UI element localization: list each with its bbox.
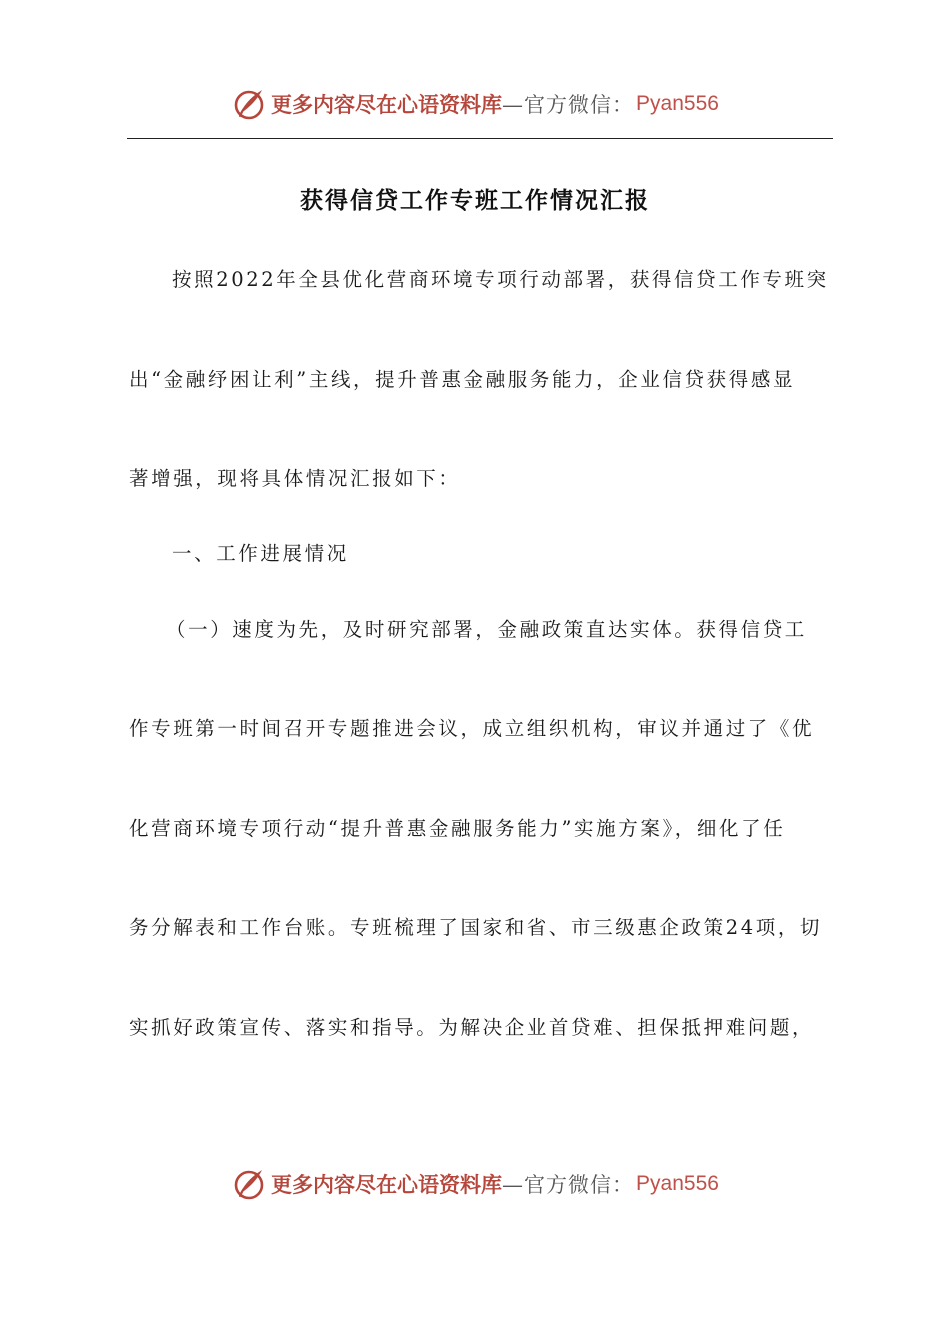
banner-red-text: 更多内容尽在心语资料库: [271, 92, 503, 117]
quill-pen-logo-icon: [231, 86, 267, 122]
header-divider: [127, 138, 833, 139]
document-title: 获得信贷工作专班工作情况汇报: [300, 187, 650, 214]
quill-pen-logo-icon: [231, 1166, 267, 1202]
banner-gray-text: —官方微信：: [502, 1173, 635, 1197]
section-heading: 一、工作进展情况: [172, 542, 349, 565]
banner-gray-text: —官方微信：: [502, 93, 635, 117]
header-banner: [0, 82, 950, 126]
body-line: 著增强，现将具体情况汇报如下：: [129, 467, 461, 490]
body-line: 按照2022年全县优化营商环境专项行动部署，获得信贷工作专班突: [172, 268, 829, 291]
body-line: （一）速度为先，及时研究部署，金融政策直达实体。获得信贷工: [166, 618, 807, 641]
body-line: 务分解表和工作台账。专班梳理了国家和省、市三级惠企政策24项，切: [129, 916, 823, 939]
body-line: 化营商环境专项行动“提升普惠金融服务能力”实施方案》，细化了任: [129, 817, 786, 840]
body-line: 实抓好政策宣传、落实和指导。为解决企业首贷难、担保抵押难问题，: [129, 1016, 815, 1039]
body-line: 作专班第一时间召开专题推进会议，成立组织机构，审议并通过了《优: [129, 717, 815, 740]
banner-brand-text: Pyan556: [636, 1172, 719, 1195]
body-line: 出“金融纾困让利”主线，提升普惠金融服务能力，企业信贷获得感显: [129, 368, 796, 391]
footer-banner: [0, 1162, 950, 1206]
banner-red-text: 更多内容尽在心语资料库: [271, 1172, 503, 1197]
banner-brand-text: Pyan556: [636, 92, 719, 115]
